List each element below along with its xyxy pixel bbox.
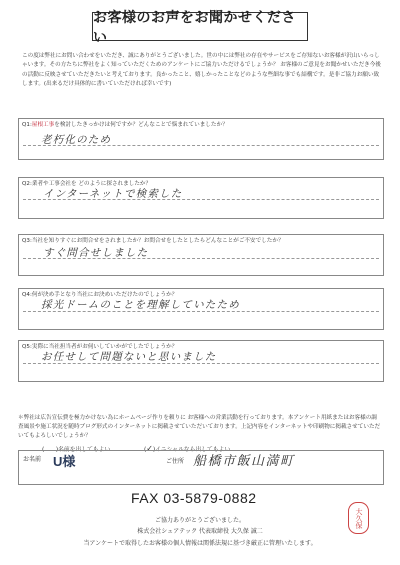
answer-1: 老朽化のため — [41, 134, 112, 146]
option-initials-checkbox[interactable]: (✓) — [144, 444, 156, 453]
name-label: お名前 — [23, 456, 42, 463]
footer-company: 株式会社シェアテック 代表取締役 大久保 誠二 — [137, 528, 263, 535]
customer-info-box — [18, 450, 384, 485]
footer-privacy: 当アンケートで取得したお客様の個人情報は関係法規に基づき厳正に管理いたします。 — [83, 540, 317, 547]
question-label-4: Q4:何が決め手となり当社にお決めいただけたのでしょうか？ — [22, 292, 178, 298]
company-seal-stamp — [348, 502, 369, 534]
page-title: お客様のお声をお聞かせください — [92, 12, 308, 41]
answer-2: インターネットで検索した — [43, 188, 183, 200]
question-box-4 — [18, 288, 384, 330]
address-label: ご住所 — [166, 458, 185, 465]
question-label-3: Q3:当社を知りすぐにお問合せをされましたか？お問合せをしたとしたらどんなことがご不安でしたか？ — [22, 238, 284, 244]
name-value: U様 — [53, 454, 76, 469]
question-box-3 — [18, 234, 384, 276]
option-names-label: 名前を出してもよい — [58, 447, 111, 453]
question-box-2 — [18, 177, 384, 219]
answer-line — [23, 258, 379, 259]
answer-line — [23, 199, 379, 200]
footer-thanks: ご協力ありがとうございました。 — [154, 517, 245, 524]
answer-3: すぐ問合せしました — [43, 247, 149, 259]
intro-text: この度は弊社にお問い合わせをいただき、誠にありがとうございました。世の中には弊社の存在やサービスをご存知ないお客様が沢山いらっしゃいます。その方たちに弊社をよく知っていただくためのアンケートにご協力いただけるでしょうか？ お客様のご意見をお聞かせいただき今後の活動に反映させていただきたいと考えております。良かったこと、嬉しかったことなどのような些細な事でも結構です。是非ご協力お願い致します。(出来るだけ具体的に書いていただければ幸いです) — [22, 53, 381, 88]
answer-5: お任せして問題ないと思いました — [41, 351, 217, 363]
seal-text: 大久保 — [355, 507, 363, 529]
check-mark-icon: ✓ — [146, 444, 153, 453]
question-label-1: Q1:屋根工事を検討したきっかけは何ですか？どんなことで悩まれていましたか？ — [22, 122, 228, 128]
fax-number: FAX 03-5879-0882 — [131, 490, 257, 506]
answer-4: 採光ドームのことを理解していたため — [41, 299, 240, 311]
answer-line — [23, 311, 379, 312]
question-box-5 — [18, 340, 384, 382]
option-names-checkbox[interactable]: ( ) — [42, 447, 59, 453]
answer-line — [23, 145, 379, 146]
question-label-2: Q2:業者や工事会社を どのように探されましたか？ — [22, 181, 152, 187]
publication-note: ＊弊社は広告宣伝費を極力かけない為にホームページ作りを頼りに お客様への営業活動を行っております。本アンケート用紙またはお客様の調査風景や施工状況を随時ブログ形式のインターネットに掲載させていただいております。上記内容をインターネットや印刷物に掲載させていただいてもよろしいでしょうか？ — [18, 415, 381, 440]
highlight-text: 屋根工事 — [31, 122, 55, 128]
address-value: 船橋市飯山満町 — [193, 454, 295, 469]
question-label-5: Q5:実際に当社担当者がお伺いしていかがでしたでしょうか？ — [22, 344, 178, 350]
option-initials-label: イニシャルなら出してもよい — [155, 447, 231, 453]
question-box-1 — [18, 118, 384, 160]
answer-line — [23, 363, 379, 364]
